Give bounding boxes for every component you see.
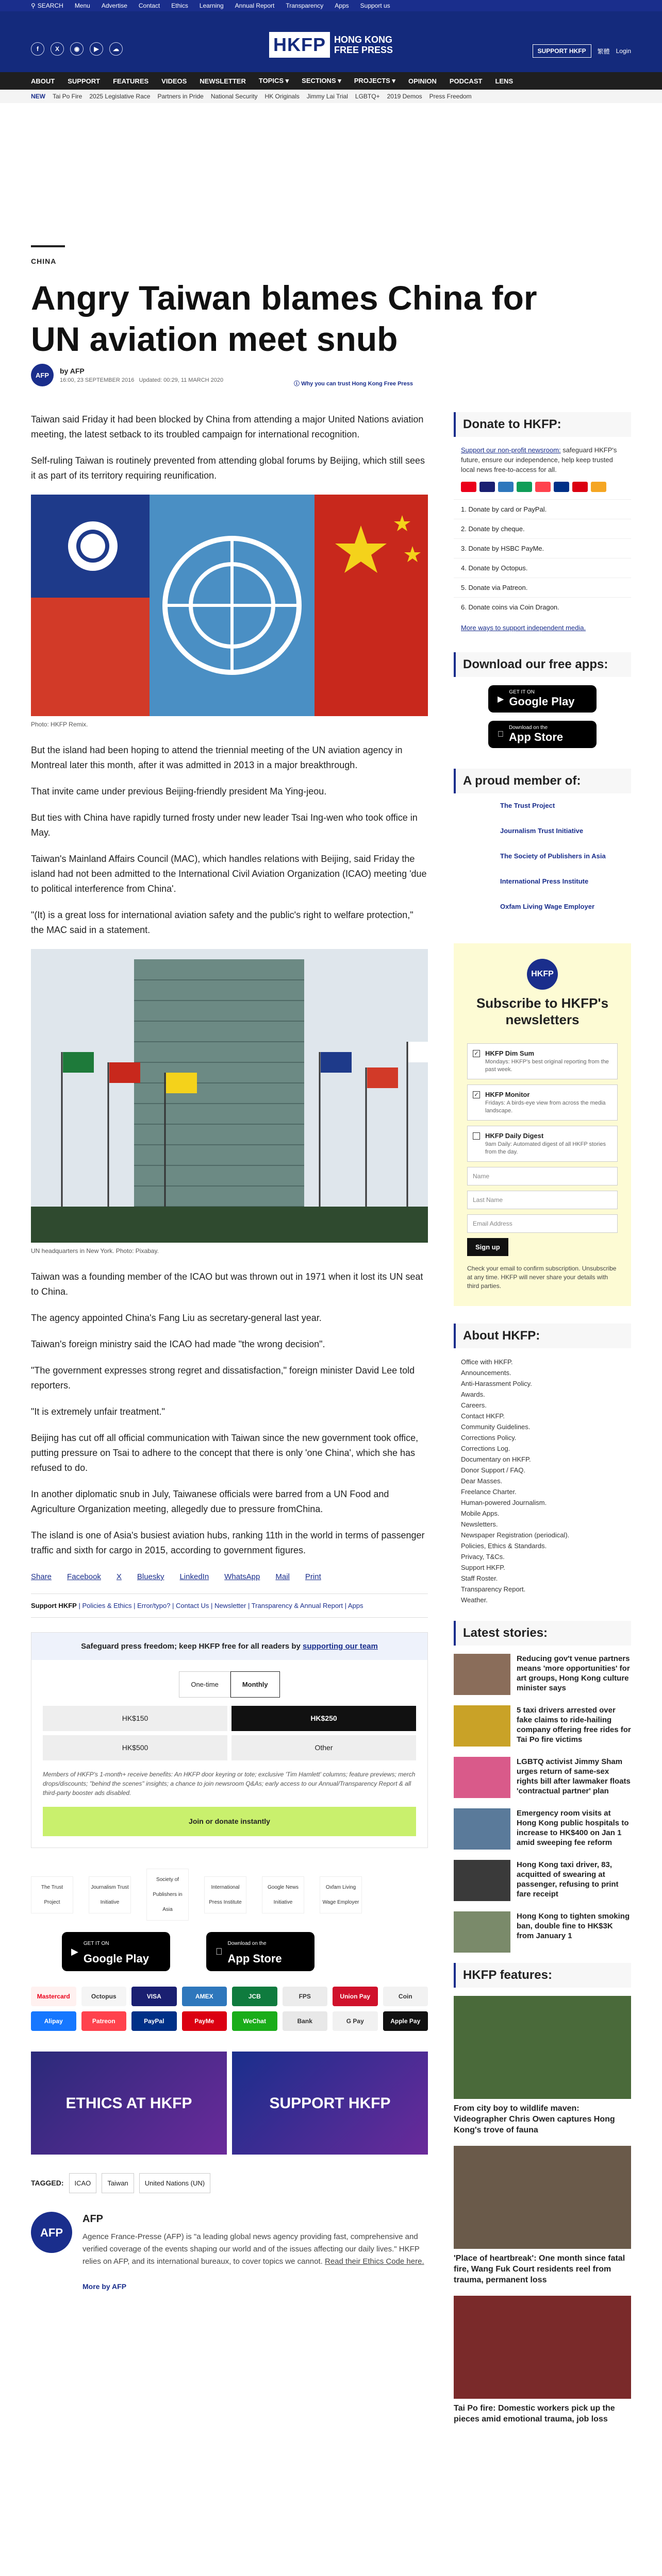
checkbox-icon[interactable]: ✓ — [473, 1050, 480, 1057]
masthead — [0, 11, 662, 72]
donate-box-header — [31, 1633, 427, 1660]
member-logo[interactable]: International Press Institute — [500, 877, 589, 885]
newsletter-name: HKFP Monitor — [485, 1091, 530, 1098]
about-link[interactable]: Newsletters. — [461, 1520, 498, 1528]
article-paragraph: The agency appointed China's Fang Liu as secretary-general last year. — [31, 1313, 322, 1323]
trust-link[interactable] — [294, 379, 413, 387]
photo-caption-1: Photo: HKFP Remix. — [31, 721, 88, 728]
checkbox-icon[interactable]: ✓ — [473, 1091, 480, 1098]
about-link[interactable]: Announcements. — [461, 1369, 511, 1377]
story-thumbnail[interactable] — [454, 1654, 510, 1695]
top-link[interactable]: Ethics — [171, 2, 188, 9]
donate-sidebar-text — [454, 445, 631, 474]
google-play-label: Google Play — [83, 1952, 149, 1965]
article-category[interactable]: CHINA — [31, 257, 57, 265]
top-link[interactable]: Contact — [138, 2, 160, 9]
ethics-banner[interactable]: ETHICS AT HKFP — [31, 2052, 227, 2155]
support-banner[interactable]: SUPPORT HKFP — [232, 2052, 428, 2155]
frequency-toggle — [31, 1671, 427, 1698]
about-link[interactable]: Community Guidelines. — [461, 1423, 531, 1431]
member-benefits: Members of HKFP's 1-month+ receive benefits: An HKFP door keyring or tote; exclusive 'Tim Hamlett' columns; feature previews; merch drops/discounts; "behind the scenes" insights; a chance to join newsroom Q&As; early access to our Annual/Transparency Report & all third-party booster ads disabled. — [43, 1771, 416, 1797]
new-badge: NEW — [31, 93, 45, 100]
story-item[interactable] — [454, 1757, 631, 1798]
tag-link[interactable]: Taiwan — [102, 2173, 134, 2193]
sidebar-apple-small: Download on the — [503, 725, 542, 731]
article-paragraph: Taiwan's foreign ministry said the ICAO had made "the wrong decision". — [31, 1339, 325, 1349]
trending-bar — [0, 90, 662, 103]
story-item[interactable] — [454, 1705, 631, 1747]
article-paragraph: "It is extremely unfair treatment." — [31, 1406, 165, 1417]
app-store-label: App Store — [221, 1952, 275, 1965]
facebook-icon[interactable]: f — [31, 42, 44, 56]
feature-image[interactable] — [454, 2146, 631, 2249]
apple-icon — [498, 730, 504, 739]
about-link[interactable]: Newspaper Registration (periodical). — [461, 1531, 570, 1539]
article-paragraph: But the island had been hoping to attend the triennial meeting of the UN aviation agency in Montreal later this month, after it was admitted in 2013 in a major breakthrough. — [31, 745, 403, 770]
trending-link[interactable]: 2025 Legislative Race — [89, 93, 151, 100]
feature-item[interactable] — [454, 2296, 631, 2425]
about-link[interactable]: Documentary on HKFP. — [461, 1455, 531, 1463]
site-logo[interactable] — [269, 32, 393, 58]
payment-logo: VISA — [131, 1987, 177, 2006]
article-paragraph: "(It) is a great loss for international aviation safety and the public's right to welfare protection," the MAC said in a statement. — [31, 910, 413, 935]
author-box-name[interactable]: AFP — [82, 2213, 103, 2225]
author-box-bio-text: Agence France-Presse (AFP) is "a leading global news agency providing fast, comprehensive and verified coverage of the events shaping our world and of the issues affecting our daily lives." HKFP relies on AFP, and its international bureaux, to cover topics we cannot. — [82, 2232, 420, 2266]
top-link[interactable]: Support us — [360, 2, 390, 9]
trending-link[interactable]: Jimmy Lai Trial — [306, 93, 348, 100]
partner-logo[interactable]: Oxfam Living Wage Employer — [320, 1876, 362, 1913]
visa-icon — [479, 482, 495, 492]
app-store-badge[interactable] — [206, 1932, 315, 1971]
about-link[interactable]: Corrections Policy. — [461, 1434, 517, 1442]
support-hkfp-link[interactable]: Support HKFP — [31, 1602, 77, 1609]
about-link[interactable]: Anti-Harassment Policy. — [461, 1380, 532, 1387]
top-link[interactable]: Annual Report — [235, 2, 275, 9]
article-paragraph: That invite came under previous Beijing-friendly president Ma Ying-jeou. — [31, 786, 327, 796]
about-link[interactable]: Transparency Report. — [461, 1585, 526, 1593]
logo-mark: HKFP — [269, 32, 330, 58]
main-nav — [0, 72, 662, 90]
top-search-label: SEARCH — [37, 2, 63, 9]
article-paragraph: Taiwan's Mainland Affairs Council (MAC), which handles relations with Beijing, said Friday the island had not been admitted to the International Civil Aviation Organization (ICAO) meeting 'due to political interference from China'. — [31, 854, 427, 894]
donate-method-link[interactable]: 5. Donate via Patreon. — [454, 578, 631, 597]
amount-option[interactable]: HK$150 — [43, 1706, 227, 1731]
donate-method-link[interactable]: 4. Donate by Octopus. — [454, 558, 631, 578]
donate-sidebar-body: safeguard HKFP's future, ensure our independence, help keep trusted local news free-to-access for all. — [461, 446, 617, 473]
article-body — [31, 412, 428, 2294]
share-link[interactable]: Share — [31, 1572, 52, 1581]
payment-logo: AMEX — [182, 1987, 227, 2006]
newsletter-option[interactable] — [467, 1084, 618, 1121]
member-heading: A proud member of: — [454, 769, 631, 793]
byline-dates — [60, 377, 223, 383]
story-item[interactable] — [454, 1808, 631, 1850]
google-play-icon: ▶ — [498, 694, 504, 704]
about-link[interactable]: Mobile Apps. — [461, 1510, 500, 1517]
partner-logo[interactable]: Society of Publishers in Asia — [146, 1869, 189, 1921]
support-team-link[interactable]: supporting our team — [303, 1642, 378, 1651]
top-search[interactable] — [31, 2, 63, 9]
patreon-icon — [535, 482, 551, 492]
about-link[interactable]: Freelance Charter. — [461, 1488, 517, 1496]
article-tags — [31, 2173, 428, 2193]
newsletter-name: HKFP Dim Sum — [485, 1049, 535, 1057]
about-link[interactable]: Support HKFP. — [461, 1564, 505, 1571]
octopus-icon — [591, 482, 606, 492]
payment-logo: Bank — [283, 2011, 328, 2031]
author-avatar[interactable]: AFP — [31, 364, 54, 386]
bluesky-icon[interactable]: ☁ — [109, 42, 123, 56]
more-by-author-link[interactable]: More by AFP — [82, 2282, 127, 2291]
photo-caption-2: UN headquarters in New York. Photo: Pixabay. — [31, 1247, 159, 1255]
google-play-badge[interactable] — [62, 1932, 170, 1971]
story-title[interactable]: 5 taxi drivers arrested over fake claims to ride-hailing company offering free rides for Tai Po fire victims — [517, 1706, 631, 1744]
top-link[interactable]: Learning — [199, 2, 224, 9]
story-item[interactable] — [454, 1860, 631, 1901]
amount-option[interactable]: HK$500 — [43, 1735, 227, 1760]
features-list — [454, 1996, 631, 2425]
newsletter-desc: Mondays: HKFP's best original reporting from the past week. — [485, 1059, 609, 1073]
member-logo[interactable]: The Society of Publishers in Asia — [500, 852, 606, 860]
support-hkfp-button[interactable]: SUPPORT HKFP — [533, 44, 591, 58]
newsletter-option[interactable] — [467, 1126, 618, 1162]
google-play-small: GET IT ON — [83, 1941, 109, 1946]
donate-method-link[interactable]: 6. Donate coins via Coin Dragon. — [454, 597, 631, 617]
about-link[interactable]: Awards. — [461, 1391, 485, 1398]
youtube-icon[interactable]: ▶ — [90, 42, 103, 56]
google-play-icon: ▶ — [71, 1946, 78, 1957]
non-profit-link[interactable]: Support our non-profit newsroom: — [461, 446, 561, 454]
frequency-monthly[interactable]: Monthly — [230, 1671, 280, 1698]
newsletter-title: Subscribe to HKFP's newsletters — [476, 995, 609, 1027]
x-icon[interactable]: X — [51, 42, 64, 56]
payment-logo: G Pay — [333, 2011, 378, 2031]
payment-logo: Apple Pay — [383, 2011, 428, 2031]
sidebar-payment-icons — [454, 482, 631, 492]
payment-logo: PayPal — [131, 2011, 177, 2031]
payment-logo: Octopus — [81, 1987, 127, 2006]
sidebar-google-play-badge[interactable] — [488, 685, 597, 713]
nav-item[interactable]: OPINION — [408, 77, 437, 85]
share-link[interactable]: LinkedIn — [179, 1572, 209, 1581]
about-link[interactable]: Weather. — [461, 1596, 488, 1604]
payment-methods — [31, 1987, 428, 2031]
logo-line-1: HONG KONG — [334, 35, 393, 45]
member-logos — [454, 802, 631, 943]
top-link[interactable]: Apps — [335, 2, 349, 9]
payment-logo: JCB — [232, 1987, 277, 2006]
top-utility-bar — [0, 0, 662, 11]
nav-item[interactable]: SECTIONS ▾ — [302, 77, 341, 84]
sidebar — [454, 412, 631, 2435]
member-logo[interactable]: The Trust Project — [500, 802, 555, 809]
feature-item[interactable] — [454, 2146, 631, 2285]
published-date: 16:00, 23 SEPTEMBER 2016 — [60, 377, 135, 383]
share-bar — [31, 1569, 428, 1584]
newsletter-signup — [454, 943, 631, 1306]
top-link[interactable]: Advertise — [101, 2, 127, 9]
member-logo[interactable]: Oxfam Living Wage Employer — [500, 903, 595, 910]
social-links — [31, 42, 123, 56]
payment-logo: Coin — [383, 1987, 428, 2006]
about-link[interactable]: Policies, Ethics & Standards. — [461, 1542, 547, 1550]
article-paragraph: Taiwan said Friday it had been blocked by China from attending a major United Nations aviation meeting, the latest setback to its troubled campaign for international recognition. — [31, 414, 424, 439]
ethics-code-link[interactable]: Read their Ethics Code here. — [325, 2257, 424, 2266]
trust-link-label: Why you can trust Hong Kong Free Press — [301, 381, 413, 387]
latest-stories — [454, 1654, 631, 1953]
more-ways-link[interactable]: More ways to support independent media. — [461, 624, 586, 632]
about-link[interactable]: Contact HKFP. — [461, 1412, 505, 1420]
feature-image[interactable] — [454, 1996, 631, 2099]
article-paragraph: In another diplomatic snub in July, Taiwanese officials were barred from a UN Food and Agriculture Organization meeting, allegedly due to pressure fromChina. — [31, 1489, 389, 1514]
story-thumbnail[interactable] — [454, 1860, 510, 1901]
author-box-avatar[interactable]: AFP — [31, 2212, 72, 2253]
newsletter-name: HKFP Daily Digest — [485, 1132, 544, 1140]
feature-title[interactable]: Tai Po fire: Domestic workers pick up the pieces amid emotional trauma, job loss — [454, 2404, 615, 2424]
about-link[interactable]: Staff Roster. — [461, 1574, 498, 1582]
app-store-small: Download on the — [221, 1941, 260, 1946]
sidebar-google-label: Google Play — [509, 695, 575, 708]
share-link[interactable]: Print — [305, 1572, 321, 1581]
byline-prefix: by — [60, 367, 69, 375]
updated-date: Updated: 00:29, 11 MARCH 2020 — [139, 377, 224, 383]
instagram-icon[interactable]: ◉ — [70, 42, 84, 56]
tag-link[interactable]: ICAO — [69, 2173, 97, 2193]
top-link[interactable]: Transparency — [286, 2, 324, 9]
story-thumbnail[interactable] — [454, 1911, 510, 1953]
tags-label: TAGGED: — [31, 2179, 64, 2187]
trending-link[interactable]: Partners in Pride — [157, 93, 204, 100]
about-link[interactable]: Office with HKFP. — [461, 1358, 513, 1366]
name-field[interactable]: Name — [467, 1167, 618, 1185]
newsletter-badge: HKFP — [527, 959, 558, 990]
about-link[interactable]: Human-powered Journalism. — [461, 1499, 547, 1506]
share-link[interactable]: WhatsApp — [224, 1572, 260, 1581]
paypal-icon — [554, 482, 569, 492]
feature-item[interactable] — [454, 1996, 631, 2136]
feature-title[interactable]: From city boy to wildlife maven: Videographer Chris Owen captures Hong Kong's trove of fauna — [454, 2104, 615, 2134]
trending-link[interactable]: Tai Po Fire — [53, 93, 82, 100]
partner-logo[interactable]: International Press Institute — [204, 1876, 246, 1913]
checkbox-icon[interactable] — [473, 1132, 480, 1140]
payment-logo: Mastercard — [31, 1987, 76, 2006]
login-link[interactable]: Login — [616, 47, 631, 55]
byline-author-name: AFP — [70, 367, 85, 375]
apps-heading: Download our free apps: — [454, 652, 631, 677]
story-item[interactable] — [454, 1911, 631, 1953]
payment-logo: Union Pay — [333, 1987, 378, 2006]
nav-item[interactable]: NEWSLETTER — [200, 77, 246, 85]
search-icon: ⚲ — [31, 2, 36, 9]
story-item[interactable] — [454, 1654, 631, 1695]
partner-logos — [31, 1869, 428, 1921]
partner-logo[interactable]: The Trust Project — [31, 1876, 73, 1913]
payment-logo: Alipay — [31, 2011, 76, 2031]
nav-item[interactable]: PODCAST — [449, 77, 483, 85]
share-link[interactable]: Bluesky — [137, 1572, 164, 1581]
story-title[interactable]: Reducing gov't venue partners means 'more opportunities' for art groups, Hong Kong culture minister says — [517, 1654, 630, 1692]
mastercard-icon — [461, 482, 476, 492]
policy-links[interactable]: | Policies & Ethics | Error/typo? | Contact Us | Newsletter | Transparency & Annual Report | Apps — [78, 1602, 363, 1609]
frequency-one-time[interactable]: One-time — [179, 1671, 230, 1698]
article-paragraph: Self-ruling Taiwan is routinely prevented from attending global forums by Beijing, which still sees it as part of its territory requiring reunification. — [31, 455, 425, 481]
story-thumbnail[interactable] — [454, 1757, 510, 1798]
amount-option-other[interactable]: Other — [231, 1735, 416, 1760]
about-link[interactable]: Dear Masses. — [461, 1477, 503, 1485]
promo-banners — [31, 2052, 428, 2155]
masthead-actions — [533, 44, 631, 58]
nav-item[interactable]: TOPICS ▾ — [258, 77, 289, 84]
about-links — [454, 1357, 631, 1605]
story-title[interactable]: Hong Kong taxi driver, 83, acquitted of swearing at passenger, refusing to print fare receipt — [517, 1860, 619, 1899]
donate-box-header-text: Safeguard press freedom; keep HKFP free for all readers by — [81, 1642, 301, 1651]
nav-item[interactable]: SUPPORT — [68, 77, 101, 85]
photo-un-hq — [31, 949, 428, 1243]
byline-author[interactable] — [60, 367, 223, 375]
nav-item[interactable]: ABOUT — [31, 77, 55, 85]
sidebar-apple-label: App Store — [503, 731, 557, 743]
sidebar-app-store-badge[interactable] — [488, 721, 597, 748]
tag-link[interactable]: United Nations (UN) — [139, 2173, 210, 2193]
donate-box — [31, 1632, 428, 1848]
trending-link[interactable]: HK Originals — [264, 93, 300, 100]
newsletter-desc: Fridays: A birds-eye view from across the media landscape. — [485, 1100, 606, 1114]
story-thumbnail[interactable] — [454, 1705, 510, 1747]
apple-icon — [216, 1944, 223, 1959]
story-title[interactable]: Hong Kong to tighten smoking ban, double fine to HK$3K from January 1 — [517, 1912, 630, 1940]
about-link[interactable]: Careers. — [461, 1401, 487, 1409]
partner-logo[interactable]: Google News Initiative — [262, 1876, 304, 1913]
story-title[interactable]: Emergency room visits at Hong Kong public hospitals to increase to HK$400 on Jan 1 amid sweeping fee reform — [517, 1809, 629, 1847]
newsletter-desc: 9am Daily: Automated digest of all HKFP stories from the day. — [485, 1141, 606, 1155]
donate-sidebar-heading: Donate to HKFP: — [454, 412, 631, 437]
amex-icon — [498, 482, 514, 492]
payme-icon — [572, 482, 588, 492]
share-link[interactable]: Mail — [275, 1572, 290, 1581]
logo-text — [334, 35, 393, 55]
info-icon: ⓘ — [294, 381, 300, 387]
donate-method-link[interactable]: 2. Donate by cheque. — [454, 519, 631, 538]
nav-item[interactable]: VIDEOS — [161, 77, 187, 85]
signup-button[interactable]: Sign up — [467, 1238, 508, 1256]
article-paragraph: Beijing has cut off all official communication with Taiwan since the new government took office, putting pressure on Tsai to adhere to the concept that there is only 'one China', which she has refused to do. — [31, 1433, 419, 1473]
feature-title[interactable]: 'Place of heartbreak': One month since fatal fire, Wang Fuk Court residents reel from trauma, permanent loss — [454, 2254, 625, 2284]
article-paragraph: The island is one of Asia's busiest aviation hubs, ranking 11th in the world in terms of passenger traffic and sixth for cargo in 2015, according to government figures. — [31, 1530, 425, 1555]
article-paragraph: "The government expresses strong regret and dissatisfaction," foreign minister David Lee told reporters. — [31, 1365, 415, 1391]
about-link[interactable]: Corrections Log. — [461, 1445, 510, 1452]
byline — [31, 364, 223, 386]
payment-logo: PayMe — [182, 2011, 227, 2031]
article-headline: Angry Taiwan blames China for UN aviation meet snub — [31, 279, 537, 358]
sidebar-app-badges — [454, 685, 631, 748]
last-name-field[interactable]: Last Name — [467, 1191, 618, 1209]
article-paragraph: But ties with China have rapidly turned frosty under new leader Tsai Ing-wen who took office in May. — [31, 812, 418, 838]
app-store-badges — [62, 1932, 428, 1971]
author-box-bio — [82, 2231, 428, 2268]
article-paragraph: Taiwan was a founding member of the ICAO but was thrown out in 1971 when it lost its UN seat to China. — [31, 1272, 423, 1297]
un-hq-photo-illustration — [31, 949, 428, 1243]
features-heading: HKFP features: — [454, 1963, 631, 1988]
story-title[interactable]: LGBTQ activist Jimmy Sham urges return of same-sex rights bill after lawmaker floats 'contractual partner' plan — [517, 1757, 631, 1795]
about-link[interactable]: Privacy, T&Cs. — [461, 1553, 505, 1561]
top-link[interactable]: Menu — [74, 2, 90, 9]
donate-method-link[interactable]: 1. Donate by card or PayPal. — [454, 499, 631, 519]
support-links-bar — [31, 1594, 428, 1618]
share-link[interactable]: Facebook — [67, 1572, 101, 1581]
join-donate-button[interactable]: Join or donate instantly — [43, 1807, 416, 1836]
share-link[interactable]: X — [116, 1572, 122, 1581]
partner-logo[interactable]: Journalism Trust Initiative — [89, 1876, 131, 1913]
trending-link[interactable]: Press Freedom — [429, 93, 472, 100]
story-thumbnail[interactable] — [454, 1808, 510, 1850]
trending-link[interactable]: National Security — [210, 93, 258, 100]
flags-photo-illustration — [31, 495, 428, 716]
language-switch[interactable]: 繁體 — [597, 47, 610, 55]
nav-item[interactable]: FEATURES — [113, 77, 149, 85]
newsletter-option[interactable] — [467, 1043, 618, 1079]
jcb-icon — [517, 482, 532, 492]
donate-methods — [454, 499, 631, 617]
member-logo[interactable]: Journalism Trust Initiative — [500, 827, 584, 835]
newsletter-note: Check your email to confirm subscription. Unsubscribe at any time. HKFP will never share your details with third parties. — [467, 1265, 617, 1290]
donate-method-link[interactable]: 3. Donate by HSBC PayMe. — [454, 538, 631, 558]
amount-option-selected[interactable]: HK$250 — [231, 1706, 416, 1731]
latest-heading: Latest stories: — [454, 1621, 631, 1646]
nav-item[interactable]: LENS — [495, 77, 514, 85]
email-field[interactable]: Email Address — [467, 1214, 618, 1233]
category-rule — [31, 245, 65, 247]
nav-item[interactable]: PROJECTS ▾ — [354, 77, 395, 84]
trending-link[interactable]: 2019 Demos — [387, 93, 422, 100]
payment-logo: WeChat — [232, 2011, 277, 2031]
amount-options — [31, 1706, 427, 1760]
about-link[interactable]: Donor Support / FAQ. — [461, 1466, 526, 1474]
payment-logo: FPS — [283, 1987, 328, 2006]
payment-logo: Patreon — [81, 2011, 127, 2031]
logo-line-2: FREE PRESS — [334, 45, 393, 55]
feature-image[interactable] — [454, 2296, 631, 2399]
sidebar-google-small: GET IT ON — [509, 689, 535, 695]
author-box — [31, 2212, 428, 2294]
photo-flags — [31, 495, 428, 716]
trending-link[interactable]: LGBTQ+ — [355, 93, 380, 100]
about-heading: About HKFP: — [454, 1324, 631, 1348]
